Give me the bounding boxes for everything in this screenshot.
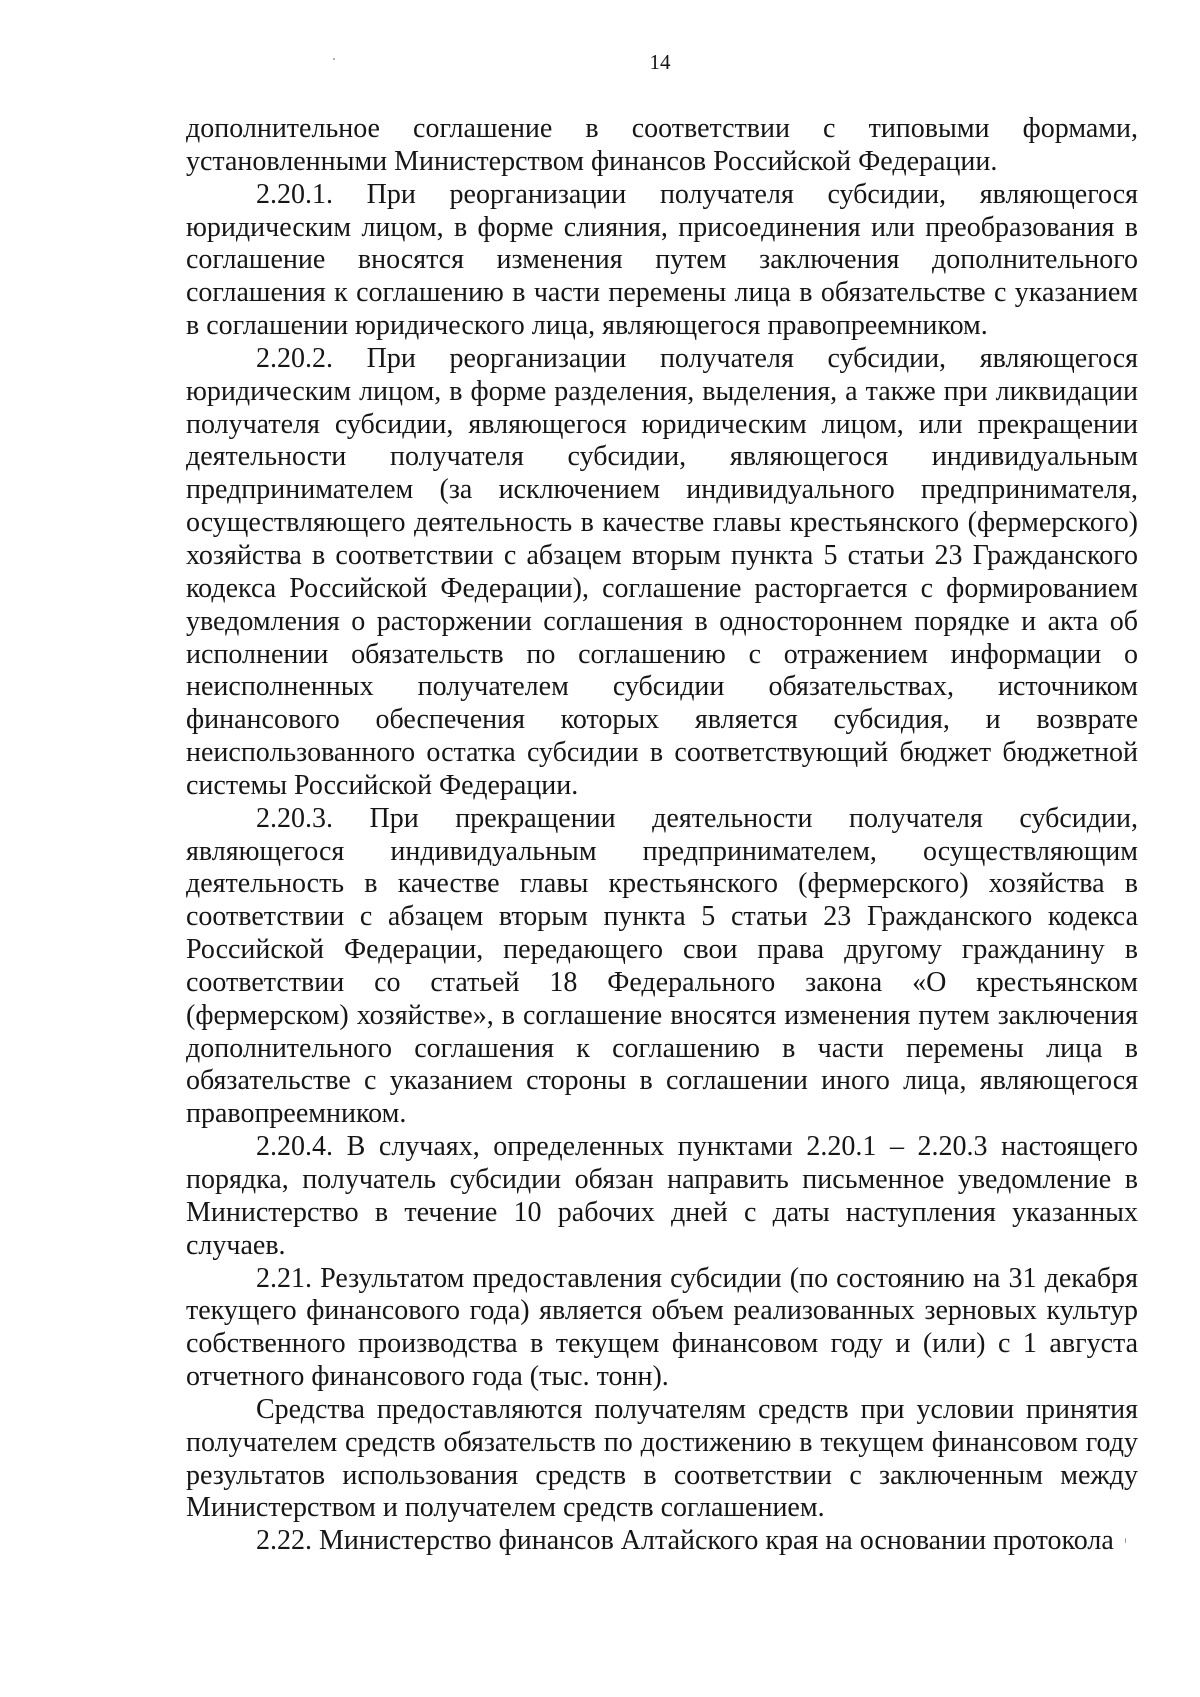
paragraph-2-21: 2.21. Результатом предоставления субсидии (по состоянию на 31 декабря текущего финансового года) является объем реализованных зерновых культур собственного производства в текущем финансовом году и (или) с 1 августа отчетного финансового года (тыс. тонн). [186,1262,1138,1393]
page-number: 14 [649,50,671,74]
paragraph-2-20-4: 2.20.4. В случаях, определенных пунктами 2.20.1 – 2.20.3 настоящего порядка, получатель субсидии обязан направить письменное уведомление в Министерство в течение 10 рабочих дней с даты наступления указанных случаев. [186,1131,1138,1261]
paragraph-continuation: дополнительное соглашение в соответствии с типовыми формами, установленными Министерством финансов Российской Федерации. [186,113,1138,177]
paragraph-2-22: 2.22. Министерство финансов Алтайского края на основании протокола [256,1525,1114,1557]
document-text [186,113,1138,1558]
paragraph-2-20-1: 2.20.1. При реорганизации получателя субсидии, являющегося юридическим лицом, в форме слияния, присоединения или преобразования в соглашение вносятся изменения путем заключения дополнительного соглашения к соглашению в части перемены лица в обязательстве с указанием в соглашении юридического лица, являющегося правопреемником. [186,178,1138,342]
paragraph-2-20-2: 2.20.2. При реорганизации получателя субсидии, являющегося юридическим лицом, в форме разделения, выделения, а также при ликвидации получателя субсидии, являющегося юридическим лицом, или прекращении деятельности получателя субсидии, являющегося индивидуальным предпринимателем (за исключением индивидуального предпринимателя, осуществляющего деятельность в качестве главы крестьянского (фермерского) хозяйства в соответствии с абзацем вторым пункта 5 статьи 23 Гражданского кодекса Российской Федерации), соглашение расторгается с формированием уведомления о расторжении соглашения в одностороннем порядке и акта об исполнении обязательств по соглашению с отражением информации о неисполненных получателем субсидии обязательствах, источником финансового обеспечения которых является субсидия, и возврате неиспользованного остатка субсидии в соответствующий бюджет бюджетной системы Российской Федерации. [186,342,1138,801]
paragraph-2-20-3: 2.20.3. При прекращении деятельности получателя субсидии, являющегося индивидуальным предпринимателем, осуществляющим деятельность в качестве главы крестьянского (фермерского) хозяйства в соответствии с абзацем вторым пункта 5 статьи 23 Гражданского кодекса Российской Федерации, передающего свои права другому гражданину в соответствии со статьей 18 Федерального закона «О крестьянском (фермерском) хозяйстве», в соглашение вносятся изменения путем заключения дополнительного соглашения к соглашению в части перемены лица в обязательстве с указанием стороны в соглашении иного лица, являющегося правопреемником. [186,802,1138,1130]
paragraph-funds-conditions: Средства предоставляются получателям средств при условии принятия получателем средств обязательств по достижению в текущем финансовом году результатов использования средств в соответствии с заключенным между Министерством и получателем средств соглашением. [186,1393,1138,1524]
